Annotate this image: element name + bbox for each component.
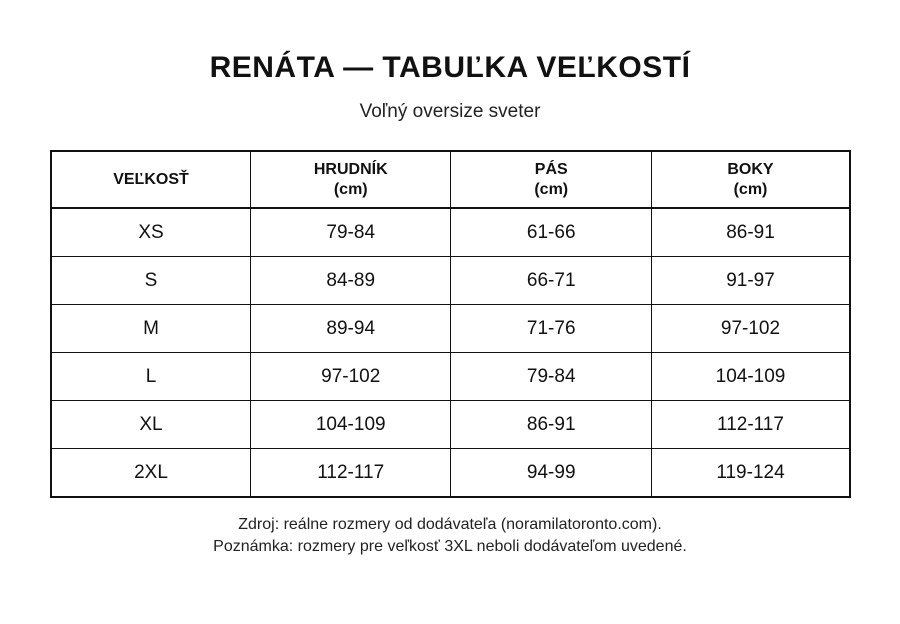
header-unit: (cm)	[333, 180, 368, 198]
cell-hips: 97-102	[651, 305, 850, 353]
cell-size: L	[51, 353, 250, 401]
cell-chest: 79-84	[250, 208, 451, 257]
cell-waist: 71-76	[451, 305, 652, 353]
header-label: BOKY	[727, 160, 774, 178]
table-row	[51, 257, 850, 305]
table-row	[51, 401, 850, 449]
cell-size: XL	[51, 401, 250, 449]
table-header	[51, 151, 850, 208]
header-cell-size	[51, 151, 250, 208]
cell-chest: 112-117	[250, 449, 451, 498]
table-body	[51, 208, 850, 497]
cell-waist: 79-84	[451, 353, 652, 401]
header-unit: (cm)	[733, 180, 768, 198]
cell-chest: 84-89	[250, 257, 451, 305]
header-label: HRUDNÍK	[313, 160, 388, 178]
header-cell-hips	[651, 151, 850, 208]
cell-hips: 104-109	[651, 353, 850, 401]
cell-waist: 94-99	[451, 449, 652, 498]
footer-notes	[0, 514, 900, 558]
header-cell-waist	[451, 151, 652, 208]
table-row	[51, 353, 850, 401]
cell-hips: 91-97	[651, 257, 850, 305]
size-chart-table	[50, 150, 851, 498]
page-subtitle: Voľný oversize sveter	[359, 101, 541, 122]
table-row	[51, 208, 850, 257]
cell-chest: 97-102	[250, 353, 451, 401]
cell-size: XS	[51, 208, 250, 257]
table-row	[51, 305, 850, 353]
cell-hips: 119-124	[651, 449, 850, 498]
table-header-row	[51, 151, 850, 208]
header-label: PÁS	[534, 160, 568, 178]
header-unit: (cm)	[534, 180, 569, 198]
cell-waist: 86-91	[451, 401, 652, 449]
cell-hips: 112-117	[651, 401, 850, 449]
cell-chest: 89-94	[250, 305, 451, 353]
table-row	[51, 449, 850, 498]
cell-waist: 66-71	[451, 257, 652, 305]
header-cell-chest	[250, 151, 451, 208]
cell-size: 2XL	[51, 449, 250, 498]
remark-note: Poznámka: rozmery pre veľkosť 3XL neboli dodávateľom uvedené.	[213, 538, 687, 555]
cell-size: S	[51, 257, 250, 305]
source-note: Zdroj: reálne rozmery od dodávateľa (noramilatoronto.com).	[238, 516, 662, 533]
cell-size: M	[51, 305, 250, 353]
cell-waist: 61-66	[451, 208, 652, 257]
cell-hips: 86-91	[651, 208, 850, 257]
header-label: VEĽKOSŤ	[113, 170, 189, 188]
cell-chest: 104-109	[250, 401, 451, 449]
page-title: RENÁTA — TABUĽKA VEĽKOSTÍ	[209, 51, 691, 84]
